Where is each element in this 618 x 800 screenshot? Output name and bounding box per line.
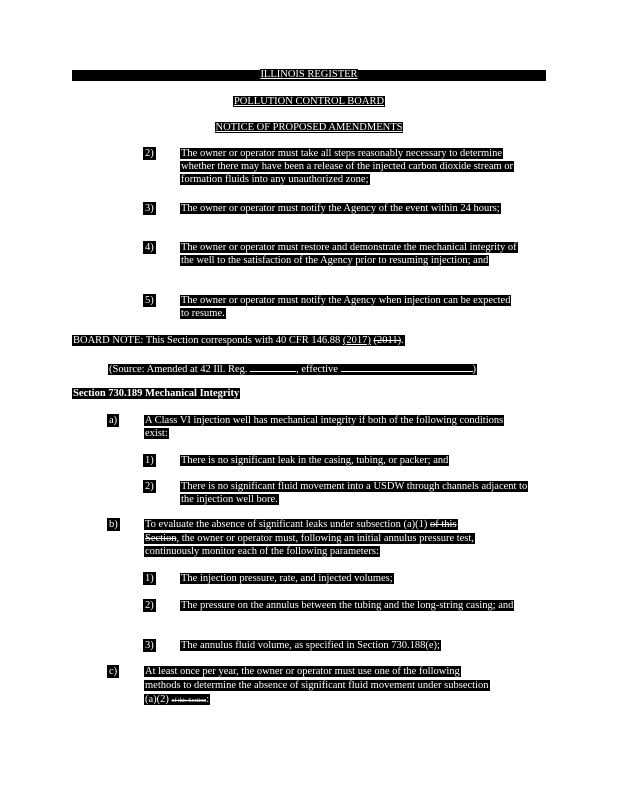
para-b-3-number: 3) <box>145 640 154 651</box>
para-b-line-2: Section, the owner or operator must, following an initial annulus pressure test, <box>145 533 474 544</box>
item-5-text: The owner or operator must notify the Agency when injection can be expected to resume. <box>181 295 511 320</box>
para-b-2-number: 2) <box>145 600 154 611</box>
para-a-1-text: There is no significant leak in the casing, tubing, or packer; and <box>181 455 449 466</box>
para-a-text: A Class VI injection well has mechanical integrity if both of the following conditions exist: <box>145 415 504 440</box>
para-a-2-text: There is no significant fluid movement into a USDW through channels adjacent to the injection well bore. <box>181 481 528 506</box>
para-c-number: c) <box>109 666 118 677</box>
para-b-number: b) <box>109 519 118 530</box>
item-3-number: 3) <box>145 203 154 214</box>
para-a-number: a) <box>109 415 118 426</box>
para-a-1-number: 1) <box>145 455 154 466</box>
item-4-number: 4) <box>145 242 154 253</box>
item-4-text: The owner or operator must restore and demonstrate the mechanical integrity of the well to the satisfaction of the Agency prior to resuming injection; and <box>181 242 517 267</box>
date-blank-2 <box>341 362 473 372</box>
para-a-2-number: 2) <box>145 481 154 492</box>
para-c-line-1: At least once per year, the owner or operator must use one of the following <box>145 666 460 677</box>
item-5-number: 5) <box>145 295 154 306</box>
board-note: BOARD NOTE: This Section corresponds with 40 CFR 146.88 (2017) (2011). <box>73 335 404 346</box>
date-blank-1 <box>250 362 296 372</box>
item-3-text: The owner or operator must notify the Agency of the event within 24 hours; <box>181 203 500 214</box>
para-b-1-number: 1) <box>145 573 154 584</box>
item-2-number: 2) <box>145 148 154 159</box>
para-c-line-2: methods to determine the absence of significant fluid movement under subsection <box>145 680 489 691</box>
para-b-3-text: The annulus fluid volume, as specified in Section 730.188(e); <box>181 640 440 651</box>
register-title: ILLINOIS REGISTER <box>260 69 358 80</box>
para-c-line-3: (a)(2) of this Section: <box>145 694 210 705</box>
para-b-line-1: To evaluate the absence of significant leaks under subsection (a)(1) of this <box>145 519 457 530</box>
source-note: (Source: Amended at 42 Ill. Reg. , effective ) <box>109 364 477 375</box>
section-heading: Section 730.189 Mechanical Integrity <box>73 388 240 399</box>
board-title: POLLUTION CONTROL BOARD <box>233 96 385 107</box>
para-b-2-text: The pressure on the annulus between the tubing and the long-string casing; and <box>181 600 514 611</box>
notice-title: NOTICE OF PROPOSED AMENDMENTS <box>215 122 403 133</box>
para-b-line-3: continuously monitor each of the following parameters: <box>145 546 379 557</box>
item-2-text: The owner or operator must take all steps reasonably necessary to determine whether there may have been a release of the injected carbon dioxide stream or formation fluids into any unauthorized zone; <box>181 148 514 186</box>
para-b-1-text: The injection pressure, rate, and injected volumes; <box>181 573 393 584</box>
